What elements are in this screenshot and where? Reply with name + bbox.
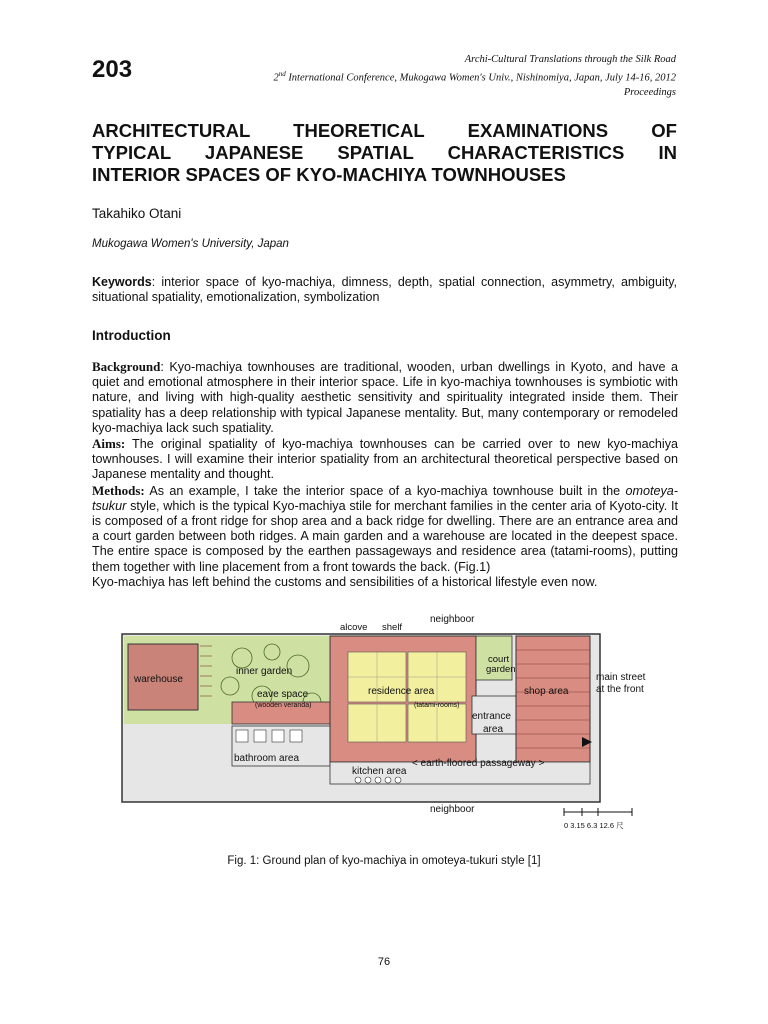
title-line-3: INTERIOR SPACES OF KYO-MACHIYA TOWNHOUSES <box>92 164 566 185</box>
section-heading: Introduction <box>92 328 171 343</box>
paper-title <box>92 120 677 186</box>
label-passageway: < earth-floored passageway > <box>412 758 545 769</box>
label-kitchen: kitchen area <box>352 766 407 777</box>
methods-emphasis: omoteya-tsukur <box>92 483 678 513</box>
paragraph-background <box>92 359 678 436</box>
keywords-label: Keywords <box>92 275 152 289</box>
label-court-1: court <box>488 654 510 665</box>
label-inner-garden: inner garden <box>236 666 293 677</box>
methods-text-1: As an example, I take the interior space of a kyo-machiya townhouse built in the <box>144 483 626 498</box>
methods-label: Methods: <box>92 482 145 498</box>
label-entrance-2: area <box>483 724 504 735</box>
label-shop-area: shop area <box>524 686 569 697</box>
header-line-3: Proceedings <box>623 86 676 98</box>
figure-caption: Fig. 1: Ground plan of kyo-machiya in omoteya-tukuri style [1] <box>227 855 541 867</box>
paragraph-methods <box>92 483 678 575</box>
paragraph-aims <box>92 436 678 483</box>
scale-bar <box>564 808 632 816</box>
keywords <box>92 275 677 305</box>
label-main-street-2: at the front <box>596 684 644 695</box>
label-eave-sub: (wooden veranda) <box>255 702 312 709</box>
aims-text: The original spatiality of kyo-machiya townhouses can be carried over to new kyo-machiya townhouses. I will examine their interior spatiality from an architectural theoretical perspective based on Japanese mentality and thought. <box>92 437 678 482</box>
background-label: Background <box>92 359 161 374</box>
label-scale: 0 3.15 6.3 12.6 尺 <box>564 821 624 830</box>
label-bathroom: bathroom area <box>234 753 300 764</box>
page-number: 76 <box>377 956 391 968</box>
label-neighbor-bottom: neighboor <box>430 804 475 815</box>
author: Takahiko Otani <box>92 206 182 221</box>
aims-label: Aims: <box>92 436 126 452</box>
background-text: : Kyo-machiya townhouses are traditional, wooden, urban dwellings in Kyoto, and have a quiet and emotional atmosphere in their interior space. Life in kyo-machiya townhouses is symbiotic with nature, and living with high-quality aesthetic sensitivity and spirituality integrated inside them. Their spatiality has a deep relationship with typical Japanese mentality. But, many contemporary or remodeled kyo-machiya lack such spatiality. <box>92 360 678 435</box>
body-text <box>92 359 678 590</box>
label-residence-area: residence area <box>368 686 435 697</box>
label-residence-sub: (tatami-rooms) <box>414 702 460 709</box>
label-eave-space: eave space <box>257 689 309 700</box>
header-line-1: Archi-Cultural Translations through the Silk Road <box>464 54 676 65</box>
shop-block <box>516 636 590 762</box>
label-alcove: alcove <box>340 622 368 633</box>
methods-text-2: style, which is the typical Kyo-machiya stile for merchant families in the center aria of Kyoto-city. It is composed of a front ridge for shop area and a back ridge for dwelling. There are an entrance area and a court garden between both ridges. A main garden and a warehouse are located in the deepest space. The entire space is composed by the earthen passageways and residence area (tatami-rooms), putting them together with line placement from a front towards the back. (Fig.1) <box>92 498 678 574</box>
floor-plan-drawing <box>112 606 656 842</box>
affiliation: Mukogawa Women's University, Japan <box>92 238 289 250</box>
title-line-1: ARCHITECTURAL THEORETICAL EXAMINATIONS OF <box>92 120 677 141</box>
label-entrance-1: entrance <box>472 711 511 722</box>
paragraph-closing: Kyo-machiya has left behind the customs and sensibilities of a historical lifestyle even now. <box>92 574 598 589</box>
paper-number: 203 <box>92 56 133 83</box>
label-main-street-1: main street <box>596 672 646 683</box>
title-line-2: TYPICAL JAPANESE SPATIAL CHARACTERISTICS IN <box>92 142 677 163</box>
header-line-2: 2nd International Conference, Mukogawa Women's Univ., Nishinomiya, Japan, July 14-16, 2012 <box>273 70 676 84</box>
label-shelf: shelf <box>382 622 403 633</box>
label-court-2: garden <box>486 664 516 675</box>
floor-plan-figure <box>112 606 656 842</box>
label-neighbor-top: neighboor <box>430 614 475 625</box>
label-warehouse: warehouse <box>134 674 183 685</box>
conference-header <box>206 53 676 100</box>
keywords-text: : interior space of kyo-machiya, dimness, depth, spatial connection, asymmetry, ambiguity, situational spatiality, emotionalization, symbolization <box>92 275 677 304</box>
